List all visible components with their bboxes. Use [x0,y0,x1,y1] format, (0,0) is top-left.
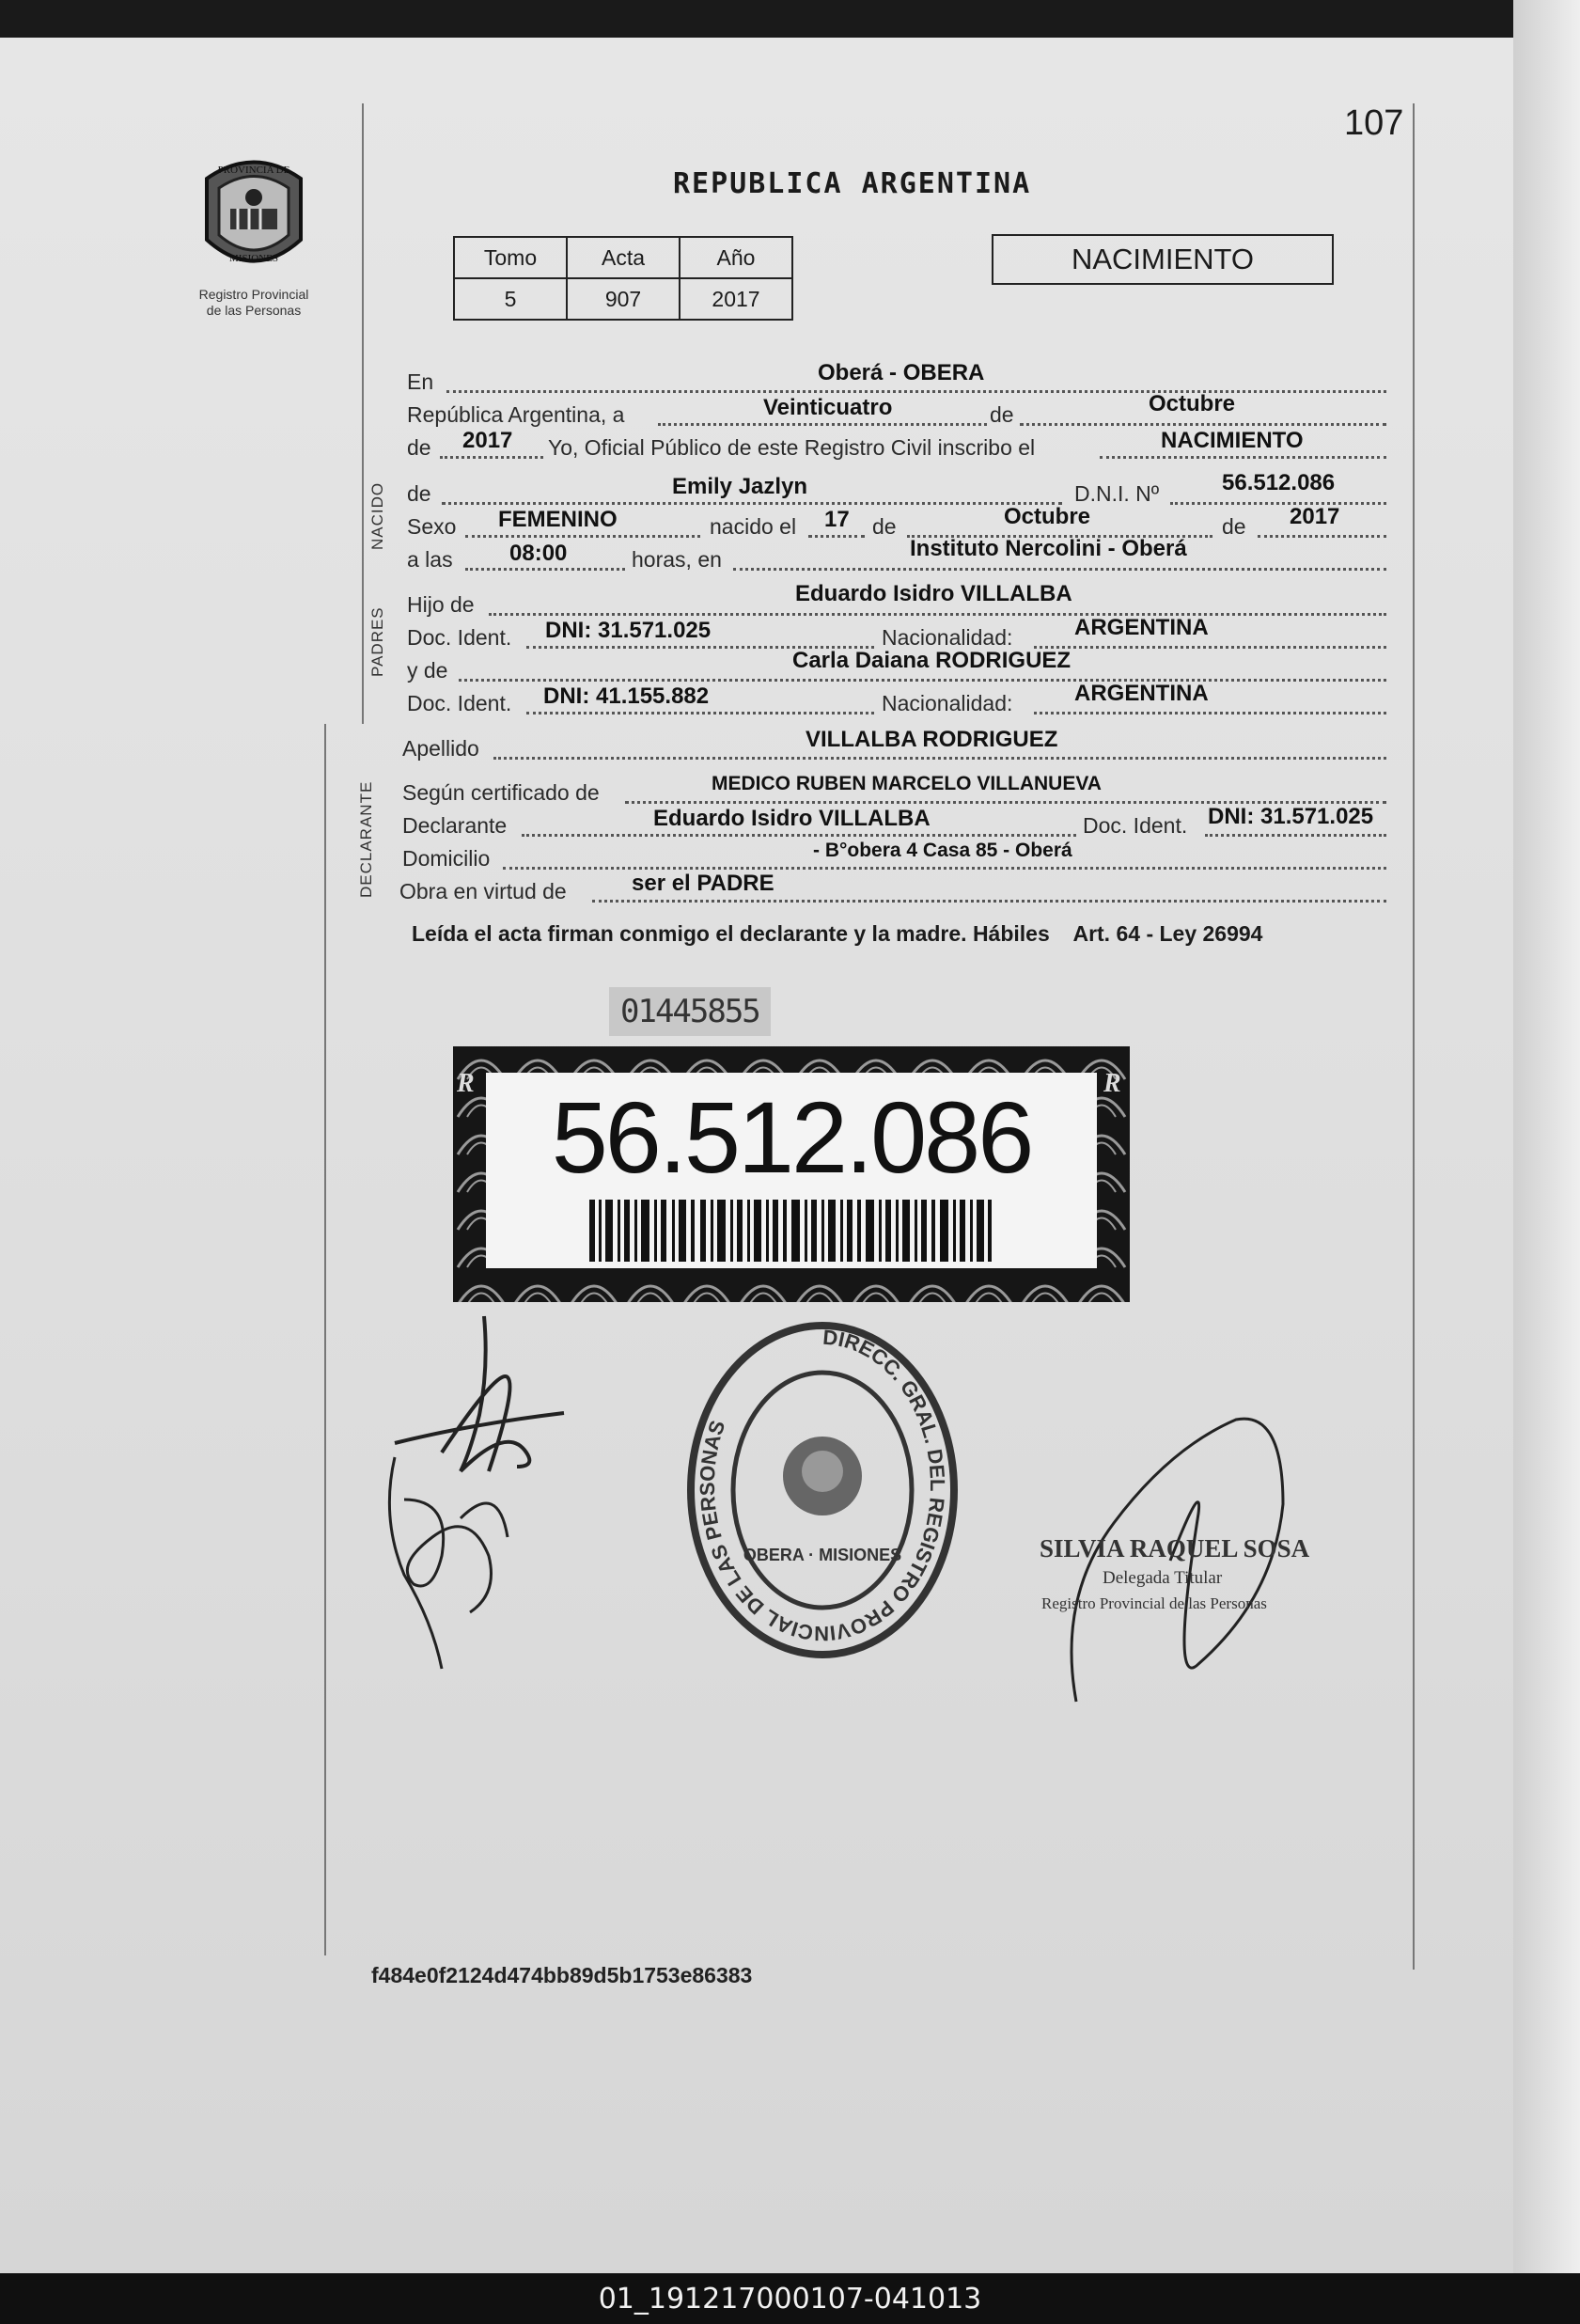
value-declarante: Eduardo Isidro VILLALBA [653,806,931,831]
dots [658,423,987,426]
seal-inner-text: OBERA · MISIONES [743,1546,902,1564]
label-certificado: Según certificado de [402,780,600,805]
document-title: REPUBLICA ARGENTINA [673,167,1032,200]
label-horas-en: horas, en [632,547,722,572]
document-hash: f484e0f2124d474bb89d5b1753e86383 [371,1963,753,1987]
label-nac-de2: de [1222,514,1246,539]
dots [465,568,625,571]
value-madre-doc: DNI: 41.155.882 [543,683,710,709]
value-sexo: FEMENINO [498,507,618,532]
value-year: 2017 [462,428,513,453]
dots [440,456,543,459]
label-nacionalidad-madre: Nacionalidad: [882,691,1013,715]
label-hijo-de: Hijo de [407,592,475,617]
value-nombre: Emily Jazlyn [672,474,808,499]
dots [442,502,1062,505]
label-doc-madre: Doc. Ident. [407,691,512,715]
record-type: NACIMIENTO [1071,243,1255,275]
label-en: En [407,369,434,394]
dots [1258,535,1386,538]
value-day-words: Veinticuatro [763,395,893,420]
closing-note: Leída el acta firman conmigo el declarante y la madre. Hábiles Art. 64 - Ley 26994 [412,921,1263,946]
dots [592,900,1386,903]
side-label-declarante: DECLARANTE [357,780,375,898]
label-de-year: de [407,435,431,460]
official-title: Delegada Titular [1103,1568,1223,1588]
registry-value-anio: 2017 [680,278,792,320]
dots [1205,834,1386,837]
label-doc-padre: Doc. Ident. [407,625,512,650]
dots [489,613,1386,616]
logo-caption-line2: de las Personas [206,303,302,318]
registry-seal [681,1316,963,1664]
registry-value-acta: 907 [567,278,680,320]
label-oficial: Yo, Oficial Público de este Registro Civil inscribo el [548,435,1036,460]
registry-header-tomo: Tomo [454,237,567,278]
declarant-signature [376,1311,592,1688]
label-republica: República Argentina, a [407,402,625,427]
logo-bottom-text: MISIONES [229,253,278,264]
file-id: 01_191217000107-041013 [598,2282,982,2316]
registry-value-tomo: 5 [454,278,567,320]
dots [808,535,865,538]
label-nombre: de [407,481,431,506]
province-coat-of-arms-logo [193,150,315,282]
sticker-letter-left: R [457,1069,475,1098]
official-name: SILVIA RAQUEL SOSA [1040,1534,1310,1562]
label-de: de [990,402,1014,427]
value-dni: 56.512.086 [1222,470,1336,495]
left-margin-line [362,103,364,724]
dots [1034,646,1386,649]
value-declarante-doc: DNI: 31.571.025 [1208,804,1374,829]
value-domicilio: - B°obera 4 Casa 85 - Oberá [813,840,1072,861]
registry-table [453,236,793,321]
seal-ring-text: DIRECC. GRAL. DEL REGISTRO PROVINCIAL DE LAS PERSONAS [695,1325,949,1646]
value-nac-anio: 2017 [1290,504,1340,529]
dots [1034,712,1386,714]
label-declarante: Declarante [402,813,508,838]
label-doc-declarante: Doc. Ident. [1083,813,1188,838]
right-margin-line [1413,103,1415,1970]
left-margin-line-lower [324,724,326,1955]
dots [459,679,1386,682]
label-nac-de: de [872,514,897,539]
side-label-nacido: NACIDO [368,481,386,550]
official-office: Registro Provincial de las Personas [1041,1594,1267,1612]
dots [1170,502,1386,505]
barcode [589,1200,993,1262]
dots [733,568,1386,571]
value-inscription-type: NACIMIENTO [1161,428,1304,453]
value-lugar: Instituto Nercolini - Oberá [910,536,1187,561]
dots [446,390,1386,393]
label-obra: Obra en virtud de [399,879,567,903]
label-nacionalidad-padre: Nacionalidad: [882,625,1013,650]
value-month: Octubre [1149,391,1236,416]
sticker-letter-right: R [1103,1069,1121,1098]
label-nacido-el: nacido el [710,514,797,539]
dots [465,535,700,538]
dots [503,867,1386,870]
dots [493,757,1386,760]
value-padre: Eduardo Isidro VILLALBA [795,581,1072,606]
dots [1020,423,1386,426]
label-a-las: a las [407,547,453,572]
side-label-padres: PADRES [368,606,386,677]
value-hora: 08:00 [509,541,568,566]
label-apellido: Apellido [402,736,479,761]
page-number: 107 [1344,103,1404,143]
logo-caption [169,287,338,319]
label-sexo: Sexo [407,514,457,539]
sticker-label [486,1073,1097,1268]
value-madre: Carla Daiana RODRIGUEZ [792,648,1072,673]
stamp-number: 01445855 [609,987,771,1036]
label-y-de: y de [407,658,448,683]
value-en: Oberá - OBERA [818,360,985,385]
value-padre-nac: ARGENTINA [1074,615,1209,640]
value-nac-dia: 17 [824,507,850,532]
value-apellido: VILLALBA RODRIGUEZ [806,727,1058,752]
label-dni: D.N.I. Nº [1074,481,1160,506]
file-id-bar [0,2273,1580,2324]
registry-header-anio: Año [680,237,792,278]
registry-header-acta: Acta [567,237,680,278]
dots [522,834,1076,837]
dots [1100,456,1386,459]
value-obra: ser el PADRE [632,871,774,896]
dots [526,712,874,714]
label-domicilio: Domicilio [402,846,491,871]
page-edge [1513,0,1580,2275]
value-nac-mes: Octubre [1004,504,1091,529]
logo-caption-line1: Registro Provincial [198,287,309,302]
sticker-number: 56.512.086 [551,1080,1032,1194]
logo-arc-text: PROVINCIA DE [217,165,290,176]
record-type-box [992,234,1334,285]
value-certificado: MEDICO RUBEN MARCELO VILLANUEVA [712,773,1102,794]
value-madre-nac: ARGENTINA [1074,681,1209,706]
value-padre-doc: DNI: 31.571.025 [545,618,712,643]
id-sticker [453,1046,1130,1302]
